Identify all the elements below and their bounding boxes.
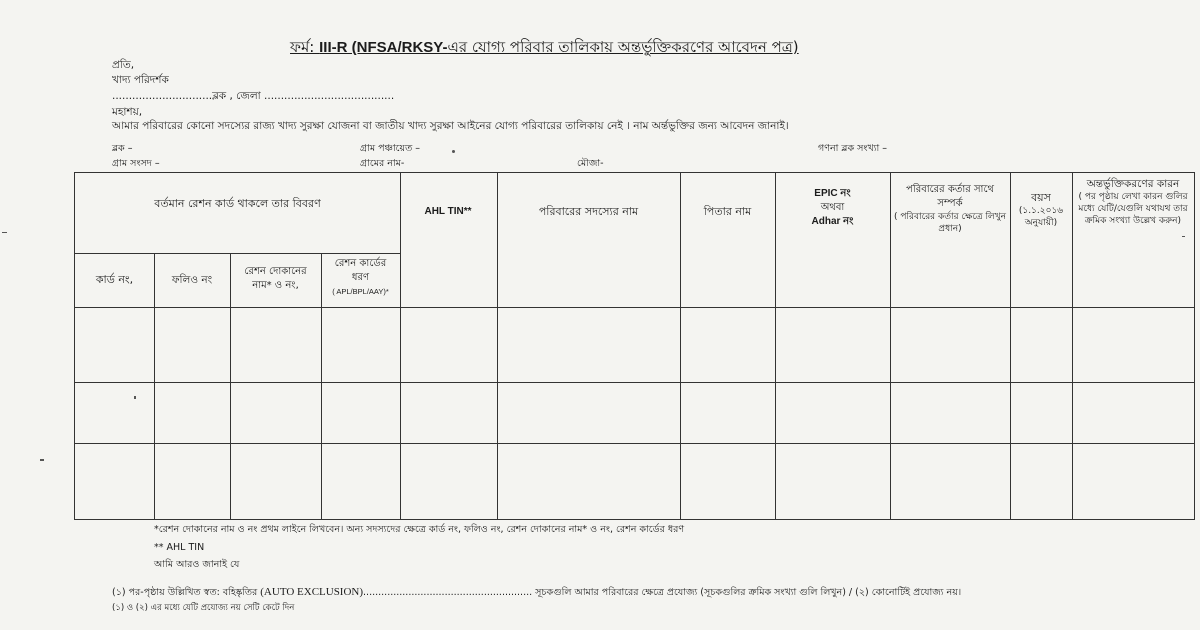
scan-mark [40, 459, 44, 461]
member-name-header: পরিবারের সদস্যের নাম [538, 205, 639, 218]
enum-block-field: গণনা ব্লক সংখ্যা – [818, 143, 888, 154]
relation-header [890, 183, 1010, 235]
address-officer: খাদ্য পরিদর্শক [112, 74, 169, 86]
gram-panchayat-field: গ্রাম পঞ্চায়েত – [360, 143, 420, 154]
relation-line-2: সম্পর্ক [937, 198, 963, 209]
address-block-line: ..............................ব্লক , জেলা ....................................... [112, 90, 395, 102]
form-title-code: III-R (NFSA/RKSY- [319, 39, 448, 56]
table-row-line [75, 443, 1194, 444]
scan-mark [452, 150, 455, 153]
age-header [1010, 191, 1072, 229]
form-title [290, 36, 799, 61]
footnote-ration-shop: *রেশন দোকানের নাম ও নং প্রথম লাইনে লিখবেন। অন্য সদস্যদের ক্ষেত্রে কার্ড নং, ফলিও নং, রেশন দোকানের নাম* ও নং, রেশন কার্ডের ধরণ [154, 524, 685, 535]
relation-note: ( পরিবারের কর্তার ক্ষেত্রে লিখুন প্রধান) [893, 212, 1007, 234]
address-to: প্রতি, [112, 59, 135, 71]
declaration-part-c: ........................................................ সূচকগুলি আমার পরিবারের ক্ষেত্রে প্রযোজ্য (সূচকগুলির ক্রমিক সংখ্যা গুলি লিখুন) / (২) কোনোটিই প্রযোজ্য নয়। [363, 587, 962, 598]
folio-header: ফলিও নং [171, 274, 213, 286]
ration-shop-line-2: নাম* ও নং, [252, 280, 299, 291]
scan-mark [1182, 236, 1185, 237]
table-divider [680, 173, 681, 519]
scan-mark [134, 396, 136, 399]
epic-label: EPIC নং [814, 188, 851, 199]
scan-mark [2, 232, 7, 233]
table-divider [400, 173, 401, 519]
block-field: ব্লক – [112, 143, 133, 154]
father-name-header: পিতার নাম [703, 205, 752, 218]
application-body: আমার পরিবারের কোনো সদস্যের রাজ্য খাদ্য সুরক্ষা যোজনা বা জাতীয় খাদ্য সুরক্ষা আইনের যোগ্য পরিবারের তালিকায় নেই । নাম অর্ন্তভুক্তির জন্য আবেদন জানাই। [112, 120, 789, 132]
relation-line-1: পরিবারের কর্তার সাথে [906, 184, 994, 195]
reason-note: ( পর পৃষ্ঠায় লেখা কারন গুলির মধ্যে যেটি/যেগুলি যথাযথ তার ক্রমিক সংখ্যা উল্লেখ করুন) [1078, 192, 1188, 226]
card-type-line-1: রেশন কার্ডের [334, 258, 387, 269]
declaration-line-1 [112, 586, 961, 601]
footnote-ahl-tin: ** AHL TIN [154, 542, 205, 553]
mouza-field: মৌজা- [577, 158, 604, 169]
age-note: (১.১.২০১৬ অনুযায়ী) [1018, 206, 1064, 228]
ration-card-group-header: বর্তমান রেশন কার্ড থাকলে তার বিবরণ [154, 197, 321, 210]
ahl-tin-label: AHL TIN** [424, 206, 472, 217]
table-row-line [75, 307, 1194, 308]
form-title-text: এর যোগ্য পরিবার তালিকায় অন্তর্ভুক্তিকরণের আবেদন পত্র) [447, 38, 799, 56]
form-title-prefix: ফর্ম: [290, 38, 320, 56]
ration-shop-header [230, 265, 321, 293]
declaration-part-a: (১) পর-পৃষ্ঠায় উল্লিখিত স্বত: বহিষ্কৃতির [112, 587, 261, 598]
table-divider [230, 253, 231, 520]
table-row-line [75, 382, 1194, 383]
epic-adhar-header [775, 187, 890, 229]
or-label: অথবা [820, 202, 845, 213]
card-type-line-2: ধরণ [351, 272, 370, 283]
ration-shop-line-1: রেশন দোকানের [244, 266, 307, 277]
reason-header [1072, 177, 1194, 227]
reason-label: অন্তর্ভুক্তিকরণের কারন [1086, 178, 1180, 190]
declaration-intro: আমি আরও জানাই যে [154, 559, 240, 570]
age-label: বয়স [1031, 191, 1051, 204]
card-no-header: কার্ড নং, [95, 273, 134, 286]
village-field: গ্রামের নাম- [360, 158, 405, 169]
application-table [74, 172, 1195, 520]
salutation: মহাশয়, [112, 106, 143, 118]
table-divider [154, 253, 155, 520]
adhar-label: Adhar নং [811, 216, 854, 227]
gram-sansad-field: গ্রাম সংসদ – [112, 158, 160, 169]
card-type-note: ( APL/BPL/AAY)* [332, 287, 389, 296]
table-row-line [75, 253, 400, 254]
table-divider [497, 173, 498, 519]
ahl-tin-header [398, 205, 498, 219]
card-type-header [321, 257, 400, 299]
auto-exclusion-label: (AUTO EXCLUSION) [260, 586, 364, 598]
declaration-line-2: (১) ও (২) এর মধ্যে যেটি প্রযোজ্য নয় সেটি কেটে দিন [112, 603, 295, 613]
